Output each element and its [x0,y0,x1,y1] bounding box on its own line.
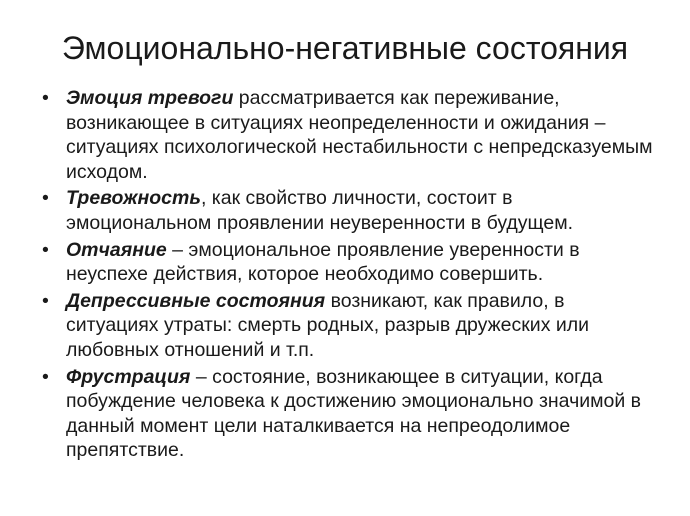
bullet-dot-icon: • [42,187,49,210]
bullet-list [40,86,655,465]
bullet-item-anxiety-emotion [40,86,655,184]
bullet-dot-icon: • [42,289,49,312]
bullet-text: – состояние, возникающее в ситуации, когда побуждение человека к достижению эмоционально значимой в данный момент цели наталкивается на непреодолимое препятствие. [66,365,642,462]
slide-title: Эмоционально-негативные состояния [61,30,629,66]
bullet-term: Эмоция тревоги [66,87,234,109]
bullet-text: – эмоциональное проявление уверенности в неуспехе действия, которое необходимо совершить. [66,238,580,286]
bullet-text: , как свойство личности, состоит в эмоциональном проявлении неуверенности в будущем. [66,187,574,234]
bullet-dot-icon: • [42,365,49,388]
bullet-term: Депрессивные состояния [66,289,326,312]
bullet-item-depressive-states [40,289,655,363]
bullet-dot-icon: • [42,238,49,261]
bullet-text: возникают, как правило, в ситуациях утраты: смерть родных, разрыв дружеских или любовных отношений и т.п. [66,289,590,361]
bullet-dot-icon: • [42,87,49,109]
bullet-term: Отчаяние [66,238,167,261]
bullet-item-despair [40,238,655,287]
bullet-text: рассматривается как переживание, возникающее в ситуациях неопределенности и ожидания – ситуациях психологической нестабильности с непредсказуемым исходом. [66,87,653,183]
bullet-item-frustration [40,365,655,463]
bullet-item-anxiety-trait [40,186,655,235]
bullet-term: Фрустрация [66,365,191,388]
bullet-term: Тревожность [66,187,201,210]
